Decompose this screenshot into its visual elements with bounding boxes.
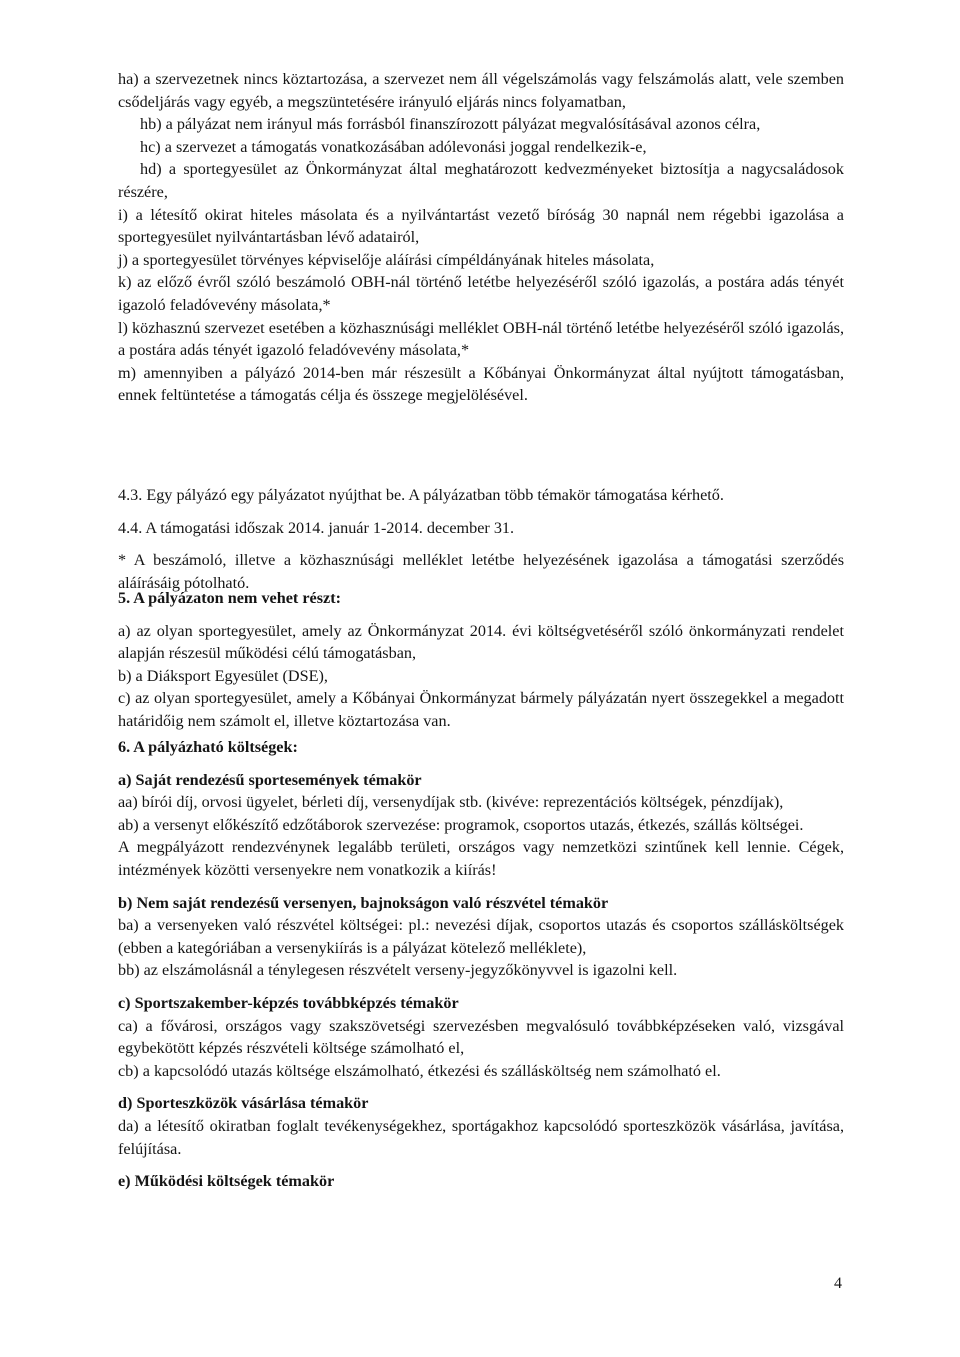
para-ha: ha) a szervezetnek nincs köztartozása, a szervezet nem áll végelszámolás vagy felszámolás alatt, vele szemben csődeljárás vagy egyéb, a megszüntetésére irányuló eljárás nincs folyamatban,: [118, 70, 844, 111]
heading-6b: b) Nem saját rendezésű versenyen, bajnokságon való részvétel témakör: [118, 893, 609, 912]
para-i: i) a létesítő okirat hiteles másolata és a nyilvántartást vezető bíróság 30 napnál nem régebbi igazolása a sportegyesület nyilvántartásban lévő adatairól,: [118, 205, 844, 247]
para-l: l) közhasznú szervezet esetében a közhasznúsági melléklet OBH-nál történő letétbe helyezéséről szóló igazolás, a postára adás tényét igazoló feladóvevény másolata,*: [118, 318, 844, 360]
heading-6d: d) Sporteszközök vásárlása témakör: [118, 1094, 369, 1113]
para-a-note: A megpályázott rendezvénynek legalább területi, országos vagy nemzetközi szintűnek kell lennie. Cégek, intézmények közötti versenyekre nem vonatkozik a kiírás!: [118, 838, 844, 879]
para-aa: aa) bírói díj, orvosi ügyelet, bérleti díj, versenydíjak stb. (kivéve: reprezentációs költségek, pénzdíjak),: [118, 793, 784, 812]
heading-6a: a) Saját rendezésű sportesemények témakör: [118, 770, 422, 789]
para-5b: b) a Diáksport Egyesület (DSE),: [118, 666, 328, 685]
para-4-4: 4.4. A támogatási időszak 2014. január 1-2014. december 31.: [118, 518, 515, 537]
para-ca: ca) a fővárosi, országos vagy szakszövetségi szervezésben megvalósuló továbbképzéseken való, vizsgával egybekötött képzés részvételi költsége számolható el,: [118, 1016, 844, 1058]
section-6: [118, 736, 844, 1193]
para-hd: hd) a sportegyesület az Önkormányzat által meghatározott kedvezményeket biztosítja a nagycsaládosok részére,: [118, 160, 844, 201]
para-k: k) az előző évről szóló beszámoló OBH-nál történő letétbe helyezéséről szóló igazolás, a postára adás tényét igazoló feladóvevény másolata,*: [118, 273, 844, 314]
para-ab: ab) a versenyt előkészítő edzőtáborok szervezése: programok, csoportos utazás, étkezés, szállás költségei.: [118, 815, 804, 834]
heading-6e: e) Működési költségek témakör: [118, 1172, 335, 1191]
para-ba: ba) a versenyeken való részvétel költségei: pl.: nevezési díjak, csoportos utazás és csoportos szállásköltségek (ebben a kategóriában a versenykiírás is a pályázat kötelező melléklete),: [118, 916, 844, 957]
para-m: m) amennyiben a pályázó 2014-ben már részesült a Kőbányai Önkormányzat által nyújtott támogatásban, ennek feltüntetése a támogatás célja és összege megjelölésével.: [118, 363, 844, 405]
footnote-star: * A beszámoló, illetve a közhasznúsági melléklet letétbe helyezésének igazolása a támogatási szerződés aláírásáig pótolható.: [118, 551, 844, 592]
para-hb: hb) a pályázat nem irányul más forrásból finanszírozott pályázat megvalósításával azonos célra,: [140, 115, 761, 134]
para-da: da) a létesítő okiratban foglalt tevékenységekhez, sportágakhoz kapcsolódó sporteszközök vásárlása, javítása, felújítása.: [118, 1116, 844, 1158]
para-cb: cb) a kapcsolódó utazás költsége elszámolható, étkezési és szállásköltség nem számolható el.: [118, 1061, 721, 1080]
para-5c: c) az olyan sportegyesület, amely a Kőbányai Önkormányzat bármely pályázatán nyert összegekkel a megadott határidőig nem számolt el, illetve köztartozása van.: [118, 689, 844, 730]
para-4-3: 4.3. Egy pályázó egy pályázatot nyújthat be. A pályázatban több témakör támogatása kérhető.: [118, 486, 724, 504]
para-5a: a) az olyan sportegyesület, amely az Önkormányzat 2014. évi költségvetéséről szóló önkormányzati rendelet alapján részesül működési célú támogatásban,: [118, 621, 844, 663]
heading-6: 6. A pályázható költségek:: [118, 738, 298, 756]
para-j: j) a sportegyesület törvényes képviselője aláírási címpéldányának hiteles másolata,: [118, 250, 655, 269]
heading-5: 5. A pályázaton nem vehet részt:: [118, 589, 341, 607]
para-bb: bb) az elszámolásnál a ténylegesen részvételt verseny-jegyzőkönyvvel is igazolni kell.: [118, 961, 678, 980]
heading-6c: c) Sportszakember-képzés továbbképzés témakör: [118, 993, 459, 1012]
section-4-items: [118, 484, 844, 594]
requirements-list-h: [118, 68, 844, 407]
para-hc: hc) a szervezet a támogatás vonatkozásában adólevonási joggal rendelkezik-e,: [140, 137, 647, 156]
page-number: 4: [834, 1275, 842, 1292]
section-5: [118, 587, 844, 733]
